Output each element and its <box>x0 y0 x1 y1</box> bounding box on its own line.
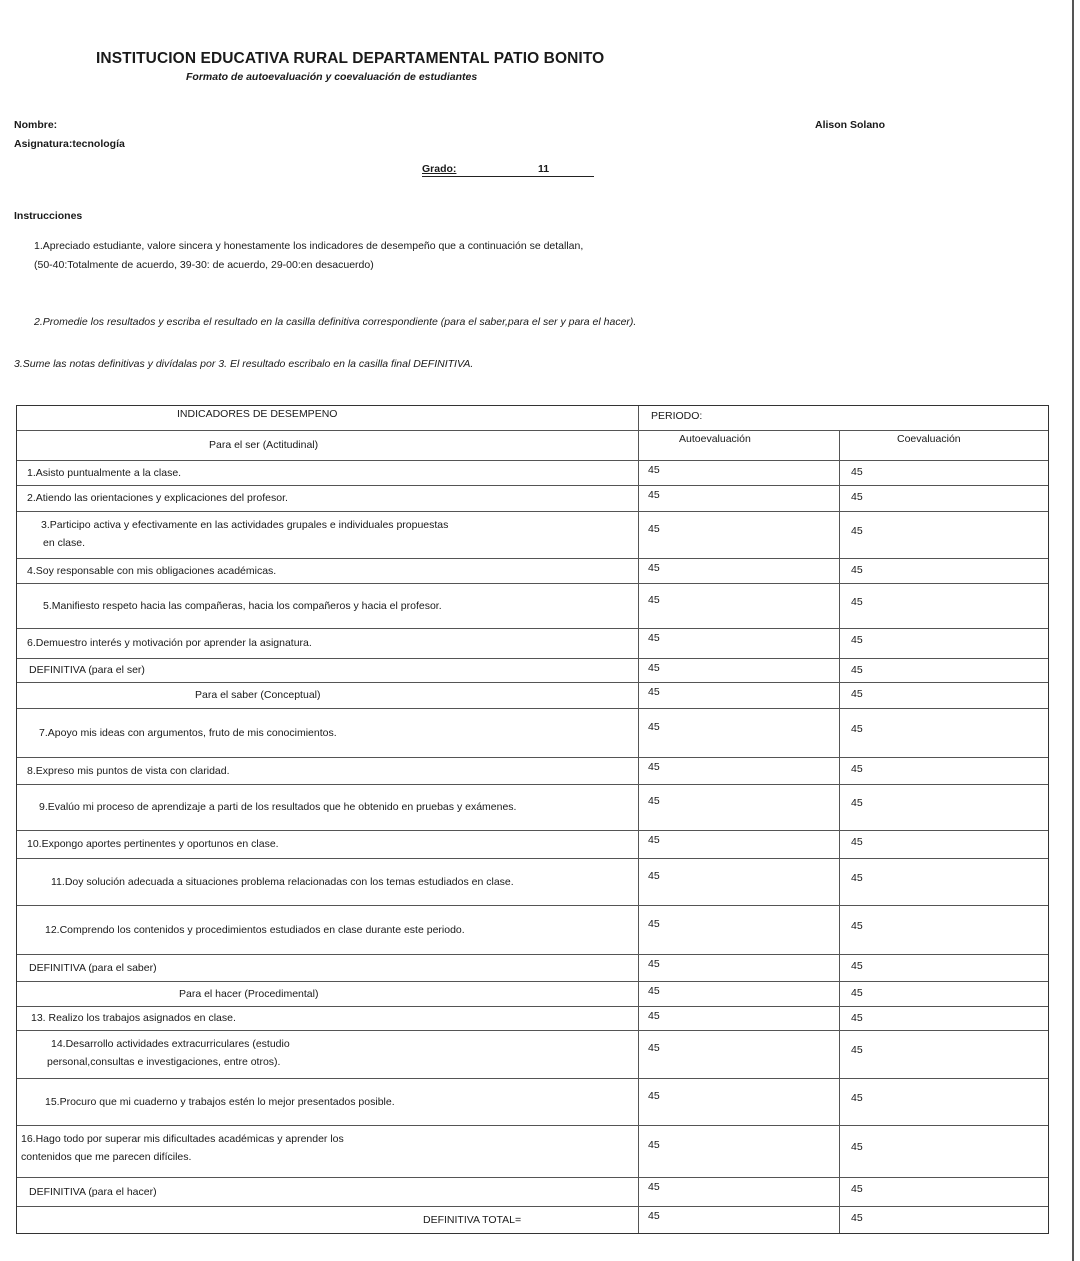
autoevaluacion-score[interactable]: 45 <box>648 1090 660 1102</box>
indicator-label: DEFINITIVA (para el saber) <box>29 962 157 974</box>
autoevaluacion-score[interactable]: 45 <box>648 958 660 970</box>
coevaluacion-score[interactable]: 45 <box>851 634 863 646</box>
row-divider <box>17 981 1048 982</box>
indicator-label: 5.Manifiesto respeto hacia las compañeras, hacia los compañeros y hacia el profesor. <box>43 600 442 612</box>
document-subtitle: Formato de autoevaluación y coevaluación de estudiantes <box>186 71 478 83</box>
autoevaluacion-score[interactable]: 45 <box>648 721 660 733</box>
indicator-label: DEFINITIVA (para el hacer) <box>29 1186 157 1198</box>
nombre-value: Alison Solano <box>815 119 886 131</box>
coevaluacion-score[interactable]: 45 <box>851 564 863 576</box>
coevaluacion-score[interactable]: 45 <box>851 763 863 775</box>
grado-value: 11 <box>538 163 550 175</box>
autoevaluacion-score[interactable]: 45 <box>648 834 660 846</box>
indicator-label: 10.Expongo aportes pertinentes y oportunos en clase. <box>27 838 279 850</box>
autoevaluacion-score[interactable]: 45 <box>648 562 660 574</box>
row-divider <box>17 628 1048 629</box>
autoevaluacion-score[interactable]: 45 <box>648 918 660 930</box>
autoevaluacion-score[interactable]: 45 <box>648 1181 660 1193</box>
autoevaluacion-score[interactable]: 45 <box>648 523 660 535</box>
indicator-label: 2.Atiendo las orientaciones y explicaciones del profesor. <box>27 492 288 504</box>
autoevaluacion-score[interactable]: 45 <box>648 662 660 674</box>
column-divider <box>638 406 639 1233</box>
indicator-label: 3.Participo activa y efectivamente en las actividades grupales e individuales propuestas <box>41 519 449 531</box>
coevaluacion-score[interactable]: 45 <box>851 920 863 932</box>
row-divider <box>17 511 1048 512</box>
document-title: INSTITUCION EDUCATIVA RURAL DEPARTAMENTAL PATIO BONITO <box>96 50 605 67</box>
coevaluacion-score[interactable]: 45 <box>851 1044 863 1056</box>
indicator-label-continued: en clase. <box>43 537 86 549</box>
coevaluacion-score[interactable]: 45 <box>851 1212 863 1224</box>
coevaluacion-score[interactable]: 45 <box>851 688 863 700</box>
row-divider <box>17 1078 1048 1079</box>
row-divider <box>17 858 1048 859</box>
indicator-label: 16.Hago todo por superar mis dificultades académicas y aprender los <box>21 1133 344 1145</box>
indicator-label-continued: contenidos que me parecen difíciles. <box>21 1151 192 1163</box>
indicator-label: 4.Soy responsable con mis obligaciones académicas. <box>27 565 277 577</box>
autoevaluacion-score[interactable]: 45 <box>648 1042 660 1054</box>
indicator-label: DEFINITIVA (para el ser) <box>29 664 145 676</box>
row-divider <box>17 1125 1048 1126</box>
coevaluacion-score[interactable]: 45 <box>851 525 863 537</box>
instruction-line-1: 1.Apreciado estudiante, valore sincera y honestamente los indicadores de desempeño que a continuación se detallan, <box>34 240 584 252</box>
indicator-label: 6.Demuestro interés y motivación por aprender la asignatura. <box>27 637 312 649</box>
row-divider <box>17 658 1048 659</box>
coevaluacion-score[interactable]: 45 <box>851 987 863 999</box>
autoevaluacion-score[interactable]: 45 <box>648 795 660 807</box>
row-divider <box>17 954 1048 955</box>
evaluation-table <box>16 405 1049 1234</box>
indicator-label: 11.Doy solución adecuada a situaciones problema relacionadas con los temas estudiados en clase. <box>51 876 514 888</box>
row-divider <box>17 1177 1048 1178</box>
coevaluacion-score[interactable]: 45 <box>851 491 863 503</box>
indicator-label: 12.Comprendo los contenidos y procedimientos estudiados en clase durante este periodo. <box>45 924 465 936</box>
row-divider <box>17 784 1048 785</box>
coevaluacion-score[interactable]: 45 <box>851 836 863 848</box>
row-divider <box>17 460 1048 461</box>
instructions-heading: Instrucciones <box>14 210 83 222</box>
indicator-label-continued: personal,consultas e investigaciones, entre otros). <box>47 1056 281 1068</box>
row-divider <box>17 1030 1048 1031</box>
autoevaluacion-score[interactable]: 45 <box>648 761 660 773</box>
indicator-label: 13. Realizo los trabajos asignados en clase. <box>31 1012 236 1024</box>
coevaluacion-score[interactable]: 45 <box>851 466 863 478</box>
header-periodo: PERIODO: <box>651 410 703 422</box>
header-autoevaluacion: Autoevaluación <box>679 433 751 445</box>
row-divider <box>17 682 1048 683</box>
row-divider <box>17 905 1048 906</box>
coevaluacion-score[interactable]: 45 <box>851 872 863 884</box>
autoevaluacion-score[interactable]: 45 <box>648 464 660 476</box>
autoevaluacion-score[interactable]: 45 <box>648 1139 660 1151</box>
instruction-line-2: (50-40:Totalmente de acuerdo, 39-30: de acuerdo, 29-00:en desacuerdo) <box>34 259 374 271</box>
coevaluacion-score[interactable]: 45 <box>851 596 863 608</box>
coevaluacion-score[interactable]: 45 <box>851 1012 863 1024</box>
autoevaluacion-score[interactable]: 45 <box>648 985 660 997</box>
header-coevaluacion: Coevaluación <box>897 433 961 445</box>
grado-field <box>422 163 594 177</box>
indicator-label: Para el ser (Actitudinal) <box>209 439 319 451</box>
page-edge-line <box>1072 0 1074 1261</box>
coevaluacion-score[interactable]: 45 <box>851 723 863 735</box>
grado-label: Grado: <box>422 163 457 175</box>
autoevaluacion-score[interactable]: 45 <box>648 1010 660 1022</box>
autoevaluacion-score[interactable]: 45 <box>648 870 660 882</box>
header-indicadores: INDICADORES DE DESEMPENO <box>177 408 338 420</box>
coevaluacion-score[interactable]: 45 <box>851 1183 863 1195</box>
row-divider <box>17 430 1048 431</box>
autoevaluacion-score[interactable]: 45 <box>648 1210 660 1222</box>
indicator-label: 15.Procuro que mi cuaderno y trabajos estén lo mejor presentados posible. <box>45 1096 395 1108</box>
indicator-label: 1.Asisto puntualmente a la clase. <box>27 467 182 479</box>
instruction-line-3: 2.Promedie los resultados y escriba el resultado en la casilla definitiva correspondiente (para el saber,para el ser y para el hacer). <box>34 316 637 328</box>
coevaluacion-score[interactable]: 45 <box>851 664 863 676</box>
row-divider <box>17 708 1048 709</box>
autoevaluacion-score[interactable]: 45 <box>648 594 660 606</box>
instruction-line-4: 3.Sume las notas definitivas y divídalas por 3. El resultado escribalo en la casilla final DEFINITIVA. <box>14 358 474 370</box>
autoevaluacion-score[interactable]: 45 <box>648 489 660 501</box>
row-divider <box>17 583 1048 584</box>
autoevaluacion-score[interactable]: 45 <box>648 632 660 644</box>
coevaluacion-score[interactable]: 45 <box>851 1092 863 1104</box>
indicator-label: 14.Desarrollo actividades extracurriculares (estudio <box>51 1038 290 1050</box>
row-divider <box>17 1006 1048 1007</box>
nombre-label: Nombre: <box>14 119 58 131</box>
indicator-label: 7.Apoyo mis ideas con argumentos, fruto de mis conocimientos. <box>39 727 337 739</box>
row-divider <box>17 485 1048 486</box>
row-divider <box>17 1206 1048 1207</box>
indicator-label: 9.Evalúo mi proceso de aprendizaje a parti de los resultados que he obtenido en pruebas y exámenes. <box>39 801 517 813</box>
row-divider <box>17 830 1048 831</box>
column-divider <box>839 430 840 1233</box>
row-divider <box>17 757 1048 758</box>
row-divider <box>17 558 1048 559</box>
asignatura-field: Asignatura:tecnología <box>14 138 125 150</box>
indicator-label: DEFINITIVA TOTAL= <box>423 1214 522 1226</box>
coevaluacion-score[interactable]: 45 <box>851 960 863 972</box>
coevaluacion-score[interactable]: 45 <box>851 797 863 809</box>
coevaluacion-score[interactable]: 45 <box>851 1141 863 1153</box>
indicator-label: Para el hacer (Procedimental) <box>179 988 319 1000</box>
autoevaluacion-score[interactable]: 45 <box>648 686 660 698</box>
indicator-label: Para el saber (Conceptual) <box>195 689 321 701</box>
indicator-label: 8.Expreso mis puntos de vista con claridad. <box>27 765 230 777</box>
